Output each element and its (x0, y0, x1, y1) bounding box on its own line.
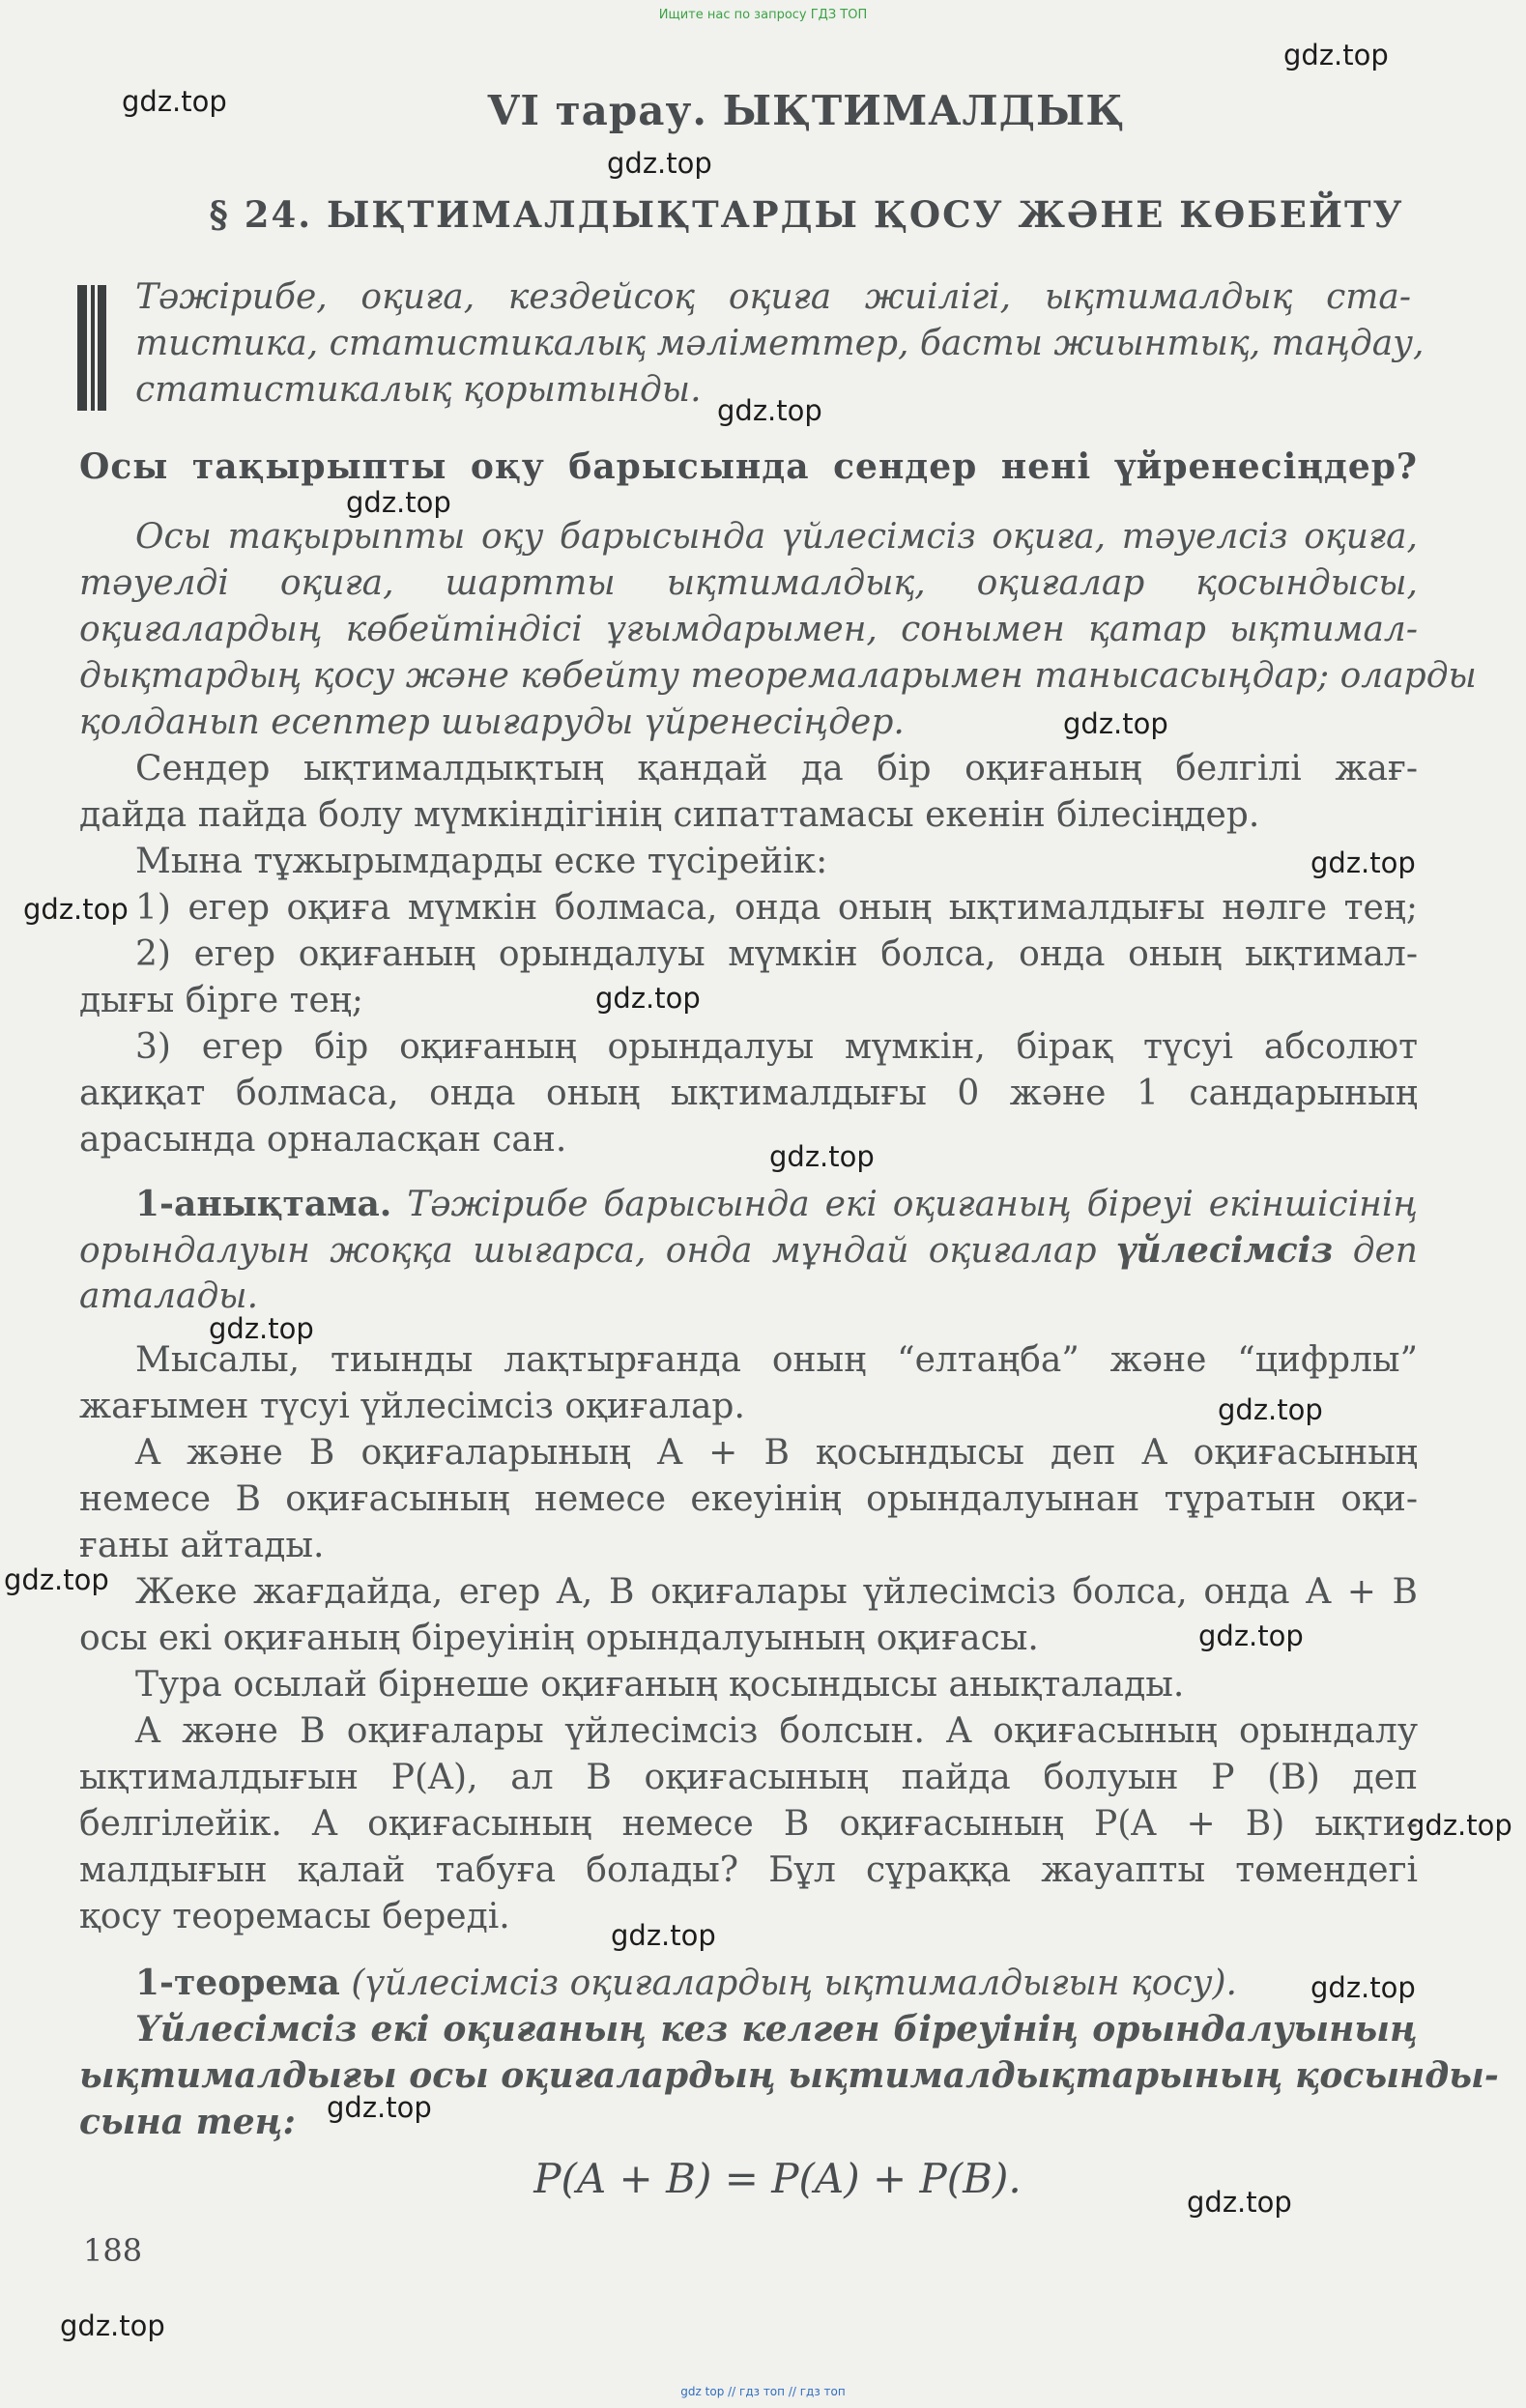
watermark: gdz.top (4, 1563, 109, 1596)
text-line: Мысалы, тиынды лақтырғанда оның “елтаңба” және “цифрлы” (135, 1340, 1418, 1380)
theorem-heading (135, 1960, 1418, 2007)
text-line: дайда пайда болу мүмкіндігінің сипаттамасы екенін білесіңдер. (79, 795, 1260, 835)
text-line: Мына тұжырымдарды еске түсірейік: (135, 842, 828, 881)
text-line: малдығын қалай табуға болады? Бұл сұраққа жауапты төмендегі (79, 1850, 1418, 1890)
definition-label: 1-анықтама. (135, 1184, 392, 1224)
footer-watermark: gdz top // гдз топ // гдз топ (680, 2385, 846, 2398)
watermark: gdz.top (1310, 846, 1416, 879)
definition-text: Тәжірибе барысында екі оқиғаның біреуі екіншісінің (407, 1185, 1419, 1224)
watermark: gdz.top (717, 394, 822, 427)
watermark: gdz.top (607, 147, 712, 180)
text-line: A және B оқиғаларының A + B қосындысы деп A оқиғасының (135, 1433, 1418, 1473)
watermark: gdz.top (1218, 1393, 1323, 1426)
text-line: арасында орналасқан сан. (79, 1120, 567, 1160)
definition-line (79, 1227, 1418, 1275)
text-line: немесе B оқиғасының немесе екеуінің орындалуынан тұратын оқи- (79, 1479, 1418, 1519)
watermark: gdz.top (1310, 1971, 1416, 2004)
addition-formula: P(A + B) = P(A) + P(B). (533, 2155, 1022, 2202)
text-line: A және B оқиғалары үйлесімсіз болсын. A оқиғасының орындалу (135, 1711, 1418, 1751)
theorem-line: сына тең: (79, 2102, 296, 2142)
watermark: gdz.top (1063, 707, 1168, 740)
question-heading: Осы тақырыпты оқу барысында сендер нені үйренесіңдер? (79, 446, 1418, 487)
intro-line: Осы тақырыпты оқу барысында үйлесімсіз оқиға, тәуелсіз оқиға, (135, 517, 1418, 557)
definition-line: аталады. (79, 1276, 259, 1316)
watermark: gdz.top (209, 1312, 314, 1345)
text-line: жағымен түсуі үйлесімсіз оқиғалар. (79, 1387, 745, 1426)
watermark: gdz.top (611, 1919, 716, 1952)
text-line: 1) егер оқиға мүмкін болмаса, онда оның ықтималдығы нөлге тең; (135, 888, 1418, 928)
keywords-line: статистикалық қорытынды. (135, 370, 702, 410)
watermark: gdz.top (346, 486, 451, 519)
keywords-line: Тәжірибе, оқиға, кездейсоқ оқиға жиілігі, ықтималдық ста- (135, 277, 1411, 317)
theorem-line: Үйлесімсіз екі оқиғаның кез келген біреуінің орындалуының (135, 2009, 1418, 2050)
text-line: ақиқат болмаса, онда оның ықтималдығы 0 және 1 сандарының (79, 1074, 1418, 1113)
text-line: Тура осылай бірнеше оқиғаның қосындысы анықталады. (135, 1665, 1185, 1705)
watermark: gdz.top (327, 2091, 432, 2124)
keywords-line: тистика, статистикалық мәліметтер, басты жиынтық, таңдау, (135, 324, 1425, 363)
theorem-label: 1-теорема (135, 1963, 340, 2003)
text-line: қосу теоремасы береді. (79, 1897, 510, 1936)
text-line: 2) егер оқиғаның орындалуы мүмкін болса, онда оның ықтимал- (135, 934, 1418, 974)
intro-line: қолданып есептер шығаруды үйренесіңдер. (79, 702, 905, 742)
definition-text: деп (1352, 1231, 1418, 1271)
definition-term: үйлесімсіз (1115, 1230, 1334, 1271)
text-line: осы екі оқиғаның біреуінің орындалуының оқиғасы. (79, 1619, 1039, 1658)
section-title: § 24. ЫҚТИМАЛДЫҚТАРДЫ ҚОСУ ЖӘНЕ КӨБЕЙТУ (209, 193, 1404, 236)
chapter-title: VI тарау. ЫҚТИМАЛДЫҚ (487, 87, 1126, 134)
text-line: ғаны айтады. (79, 1526, 325, 1565)
top-banner: Ищите нас по запросу ГДЗ ТОП (658, 8, 868, 22)
text-line: дығы бірге тең; (79, 981, 364, 1020)
intro-line: оқиғалардың көбейтіндісі ұғымдарымен, сонымен қатар ықтимал- (79, 610, 1418, 649)
text-line: ықтималдығын P(A), ал B оқиғасының пайда болуын P (B) деп (79, 1758, 1418, 1797)
text-line: 3) егер бір оқиғаның орындалуы мүмкін, бірақ түсуі абсолют (135, 1027, 1418, 1067)
definition-text: орындалуын жоққа шығарса, онда мұндай оқиғалар (79, 1231, 1097, 1271)
watermark: gdz.top (769, 1140, 875, 1173)
keyword-bars-decoration (77, 285, 106, 411)
watermark: gdz.top (122, 85, 227, 118)
watermark: gdz.top (1187, 2186, 1292, 2219)
watermark: gdz.top (60, 2309, 165, 2342)
watermark: gdz.top (595, 982, 701, 1015)
watermark: gdz.top (1198, 1620, 1304, 1652)
text-line: белгілейік. A оқиғасының немесе B оқиғасының P(A + B) ықти- (79, 1804, 1418, 1844)
watermark: gdz.top (23, 893, 129, 926)
definition-line (135, 1181, 1418, 1228)
theorem-line: ықтималдығы осы оқиғалардың ықтималдықтарының қосынды- (79, 2055, 1499, 2096)
watermark: gdz.top (1407, 1809, 1512, 1842)
watermark: gdz.top (1283, 39, 1389, 72)
intro-line: тәуелді оқиға, шартты ықтималдық, оқиғалар қосындысы, (79, 563, 1418, 603)
page-number: 188 (83, 2232, 143, 2269)
theorem-title: (үйлесімсіз оқиғалардың ықтималдығын қосу). (351, 1964, 1237, 2003)
text-line: Сендер ықтималдықтың қандай да бір оқиғаның белгілі жағ- (135, 749, 1418, 788)
intro-line: дықтардың қосу және көбейту теоремаларымен танысасыңдар; оларды (79, 656, 1477, 696)
text-line: Жеке жағдайда, егер A, B оқиғалары үйлесімсіз болса, онда A + B (135, 1572, 1418, 1612)
